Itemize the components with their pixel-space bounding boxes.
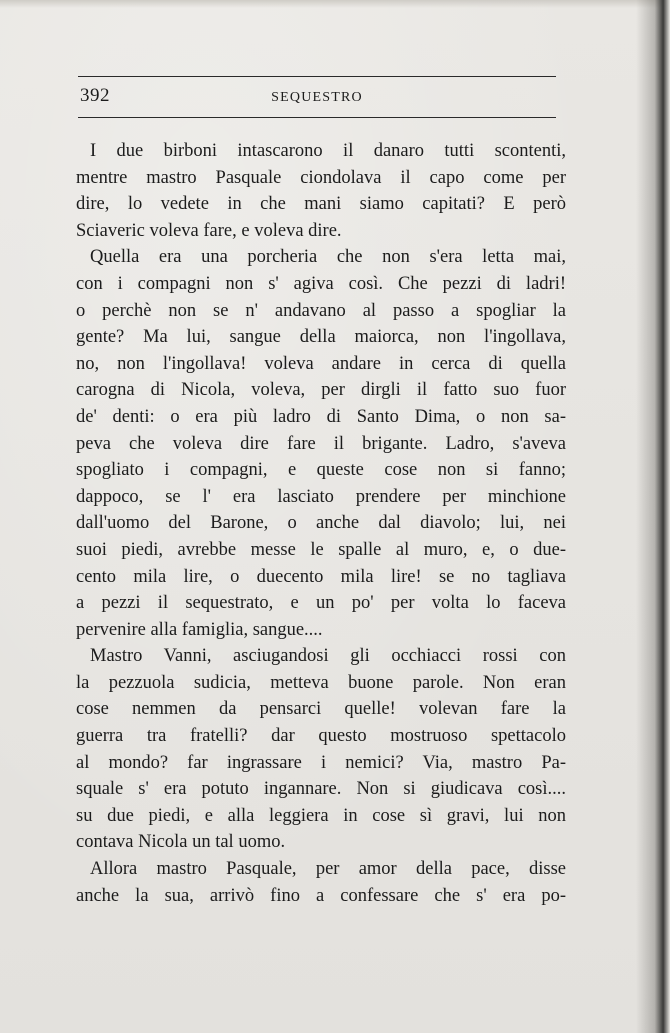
text-line: I due birboni intascarono il danaro tutti scontenti, <box>90 141 566 161</box>
text-line: Quella era una porcheria che non s'era letta mai, <box>90 247 566 268</box>
text-line: contava Nicola un tal uomo. <box>76 832 286 853</box>
page-top-edge <box>0 0 670 8</box>
running-header <box>78 76 556 118</box>
page-number: 392 <box>80 85 110 106</box>
text-line: dire, lo vedete in che mani siamo capitati? E però <box>76 194 566 215</box>
text-line: gente? Ma lui, sangue della maiorca, non l'ingollava, <box>76 327 566 348</box>
text-line: Allora mastro Pasquale, per amor della pace, disse <box>90 859 566 880</box>
text-line: dall'uomo del Barone, o anche dal diavolo; lui, nei <box>76 513 566 534</box>
text-line: Mastro Vanni, asciugandosi gli occhiacci rossi con <box>90 646 566 667</box>
text-line: pervenire alla famiglia, sangue.... <box>76 619 323 640</box>
text-line: cento mila lire, o duecento mila lire! se no tagliava <box>76 566 566 587</box>
text-line: anche la sua, arrivò fino a confessare che s' era po- <box>76 885 566 906</box>
page-binding-shadow <box>636 0 670 1033</box>
text-line: dappoco, se l' era lasciato prendere per minchione <box>76 486 566 507</box>
text-line: guerra tra fratelli? dar questo mostruoso spettacolo <box>76 726 566 747</box>
text-line: cose nemmen da pensarci quelle! volevan fare la <box>76 699 566 720</box>
running-title: SEQUESTRO <box>271 90 363 105</box>
text-line: o perchè non se n' andavano al passo a spogliar la <box>76 300 566 321</box>
text-line: a pezzi il sequestrato, e un po' per volta lo faceva <box>76 593 566 614</box>
text-line: con i compagni non s' agiva così. Che pezzi di ladri! <box>76 273 566 294</box>
text-line: Sciaveric voleva fare, e voleva dire. <box>76 220 342 241</box>
body-text <box>76 138 566 909</box>
text-line: no, non l'ingollava! voleva andare in cerca di quella <box>76 353 566 374</box>
text-line: la pezzuola sudicia, metteva buone parole. Non eran <box>76 672 566 693</box>
text-line: carogna di Nicola, voleva, per dirgli il fatto suo fuor <box>76 380 566 401</box>
text-line: su due piedi, e alla leggiera in cose sì gravi, lui non <box>76 805 566 826</box>
text-line: suoi piedi, avrebbe messe le spalle al muro, e, o due- <box>76 539 566 560</box>
text-line: al mondo? far ingrassare i nemici? Via, mastro Pa- <box>76 752 566 773</box>
text-line: de' denti: o era più ladro di Santo Dima, o non sa- <box>76 406 566 427</box>
text-line: spogliato i compagni, e queste cose non si fanno; <box>76 460 566 481</box>
text-line: squale s' era potuto ingannare. Non si giudicava così.... <box>76 779 566 800</box>
text-line: mentre mastro Pasquale ciondolava il capo come per <box>76 167 566 188</box>
text-line: peva che voleva dire fare il brigante. Ladro, s'aveva <box>76 433 566 454</box>
